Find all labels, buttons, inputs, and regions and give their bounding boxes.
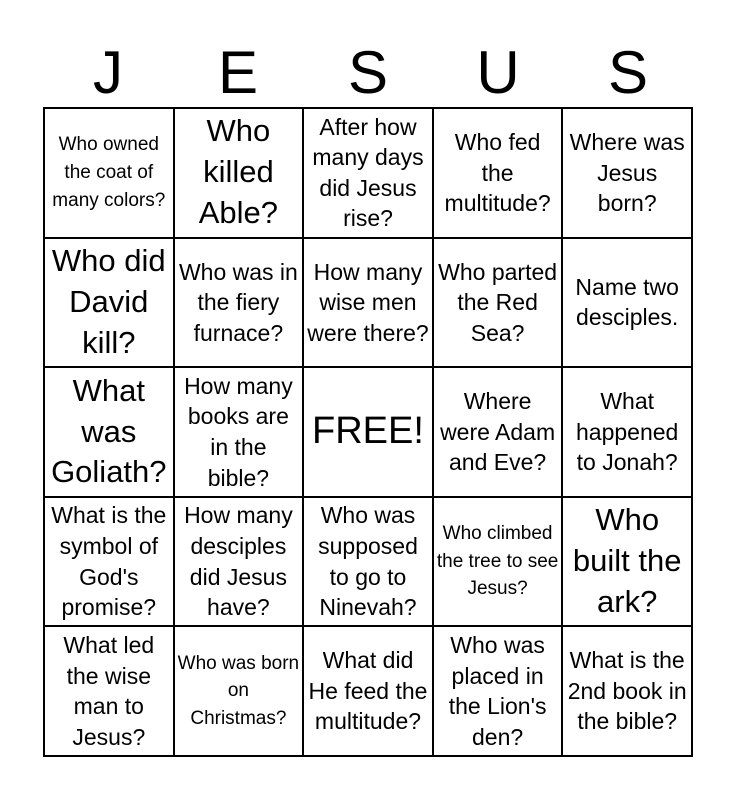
header-letter-j: J xyxy=(93,39,123,106)
bingo-cell-r3c4 xyxy=(433,367,563,497)
bingo-cell-r2c1 xyxy=(44,238,174,368)
cell-text: Who was born on Christmas? xyxy=(177,652,300,729)
header-letter-s: S xyxy=(347,39,389,106)
header-letter-u: U xyxy=(476,39,520,106)
cell-text: What led the wise man to Jesus? xyxy=(63,632,155,750)
cell-text: Who was in the fiery furnace? xyxy=(178,258,298,346)
bingo-cell-r3c2 xyxy=(174,367,304,497)
cell-text: Who killed Able? xyxy=(198,113,279,231)
cell-text: How many desciples did Jesus have? xyxy=(184,502,293,621)
cell-text: Who parted the Red Sea? xyxy=(438,258,558,346)
cell-text: Who was supposed to go to Ninevah? xyxy=(318,502,418,621)
cell-text: Where was Jesus born? xyxy=(569,128,685,217)
cell-text: What was Goliath? xyxy=(51,372,167,490)
cell-text: Who was placed in the Lion's den? xyxy=(448,632,547,750)
bingo-cell-r1c1 xyxy=(44,108,174,238)
cell-text: Who fed the multitude? xyxy=(444,128,551,217)
cell-text: After how many days did Jesus rise? xyxy=(312,113,424,232)
bingo-cell-r5c3 xyxy=(303,626,433,756)
cell-text: Who built the ark? xyxy=(572,502,682,620)
bingo-cell-r2c3 xyxy=(303,238,433,368)
bingo-cell-r1c5 xyxy=(562,108,692,238)
bingo-cell-r1c3 xyxy=(303,108,433,238)
bingo-cell-r4c5 xyxy=(562,497,692,627)
bingo-cell-r5c4 xyxy=(433,626,563,756)
bingo-cell-r5c5 xyxy=(562,626,692,756)
bingo-board xyxy=(43,107,693,757)
bingo-cell-r3c1 xyxy=(44,367,174,497)
cell-text: Who owned the coat of many colors? xyxy=(52,134,166,211)
cell-text: Who climbed the tree to see Jesus? xyxy=(436,523,559,600)
cell-text: Where were Adam and Eve? xyxy=(440,388,556,476)
cell-text: How many wise men were there? xyxy=(307,258,429,346)
bingo-cell-r4c1 xyxy=(44,497,174,627)
bingo-cell-r2c2 xyxy=(174,238,304,368)
cell-text: What did He feed the multitude? xyxy=(308,647,428,735)
bingo-cell-r5c1 xyxy=(44,626,174,756)
cell-text: Name two desciples. xyxy=(575,273,679,331)
bingo-cell-r2c4 xyxy=(433,238,563,368)
header-letter-s2: S xyxy=(607,39,649,106)
cell-text: Who did David kill? xyxy=(51,243,166,360)
cell-text: What happened to Jonah? xyxy=(576,388,679,476)
cell-text: How many books are in the bible? xyxy=(184,372,293,491)
header-letter-e: E xyxy=(217,39,259,106)
bingo-cell-r2c5 xyxy=(562,238,692,368)
bingo-header xyxy=(43,40,693,106)
free-space-text: FREE! xyxy=(312,410,424,453)
cell-text: What is the 2nd book in the bible? xyxy=(567,647,687,735)
bingo-cell-r3c5 xyxy=(562,367,692,497)
bingo-cell-r4c4 xyxy=(433,497,563,627)
bingo-cell-r1c2 xyxy=(174,108,304,238)
bingo-cell-free xyxy=(303,367,433,497)
bingo-cell-r1c4 xyxy=(433,108,563,238)
bingo-cell-r5c2 xyxy=(174,626,304,756)
bingo-cell-r4c2 xyxy=(174,497,304,627)
cell-text: What is the symbol of God's promise? xyxy=(51,502,167,621)
bingo-cell-r4c3 xyxy=(303,497,433,627)
